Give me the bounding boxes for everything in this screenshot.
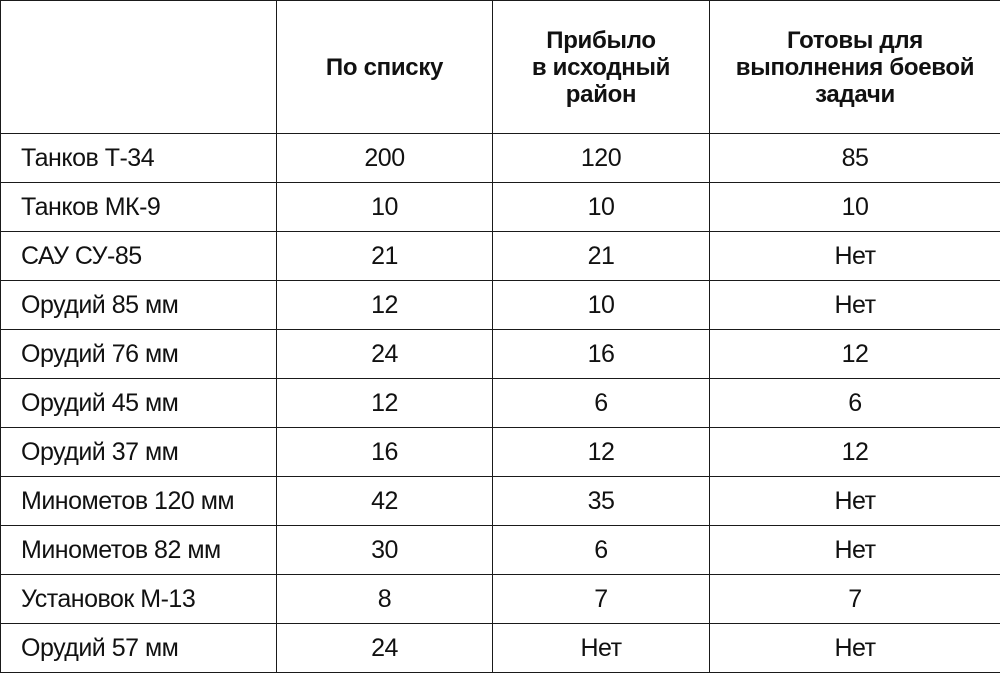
cell-arrived: 120 [493,134,710,183]
table-header-row [1,1,1000,134]
cell-by-list: 24 [277,624,493,673]
cell-by-list: 12 [277,281,493,330]
cell-arrived: 16 [493,330,710,379]
cell-ready: Нет [710,624,1000,673]
table-row [1,330,1000,379]
row-label: Установок М-13 [1,575,277,624]
cell-by-list: 10 [277,183,493,232]
cell-ready: 6 [710,379,1000,428]
table-row [1,379,1000,428]
row-label: Минометов 120 мм [1,477,277,526]
table-row [1,575,1000,624]
table-row [1,526,1000,575]
header-ready-label: Готовы для выполнения боевой задачи [710,27,1000,108]
row-label: Орудий 85 мм [1,281,277,330]
cell-arrived: 6 [493,379,710,428]
table-row [1,281,1000,330]
table-row [1,232,1000,281]
row-label: Танков Т-34 [1,134,277,183]
row-label: Минометов 82 мм [1,526,277,575]
table-row [1,134,1000,183]
table-row [1,428,1000,477]
cell-ready: 7 [710,575,1000,624]
row-label: Орудий 45 мм [1,379,277,428]
cell-arrived: 12 [493,428,710,477]
header-arrived [493,1,710,134]
header-arrived-label: Прибыло в исходный район [493,27,709,108]
header-by-list [277,1,493,134]
row-label: Орудий 57 мм [1,624,277,673]
cell-ready: 10 [710,183,1000,232]
header-empty-cell [1,1,277,134]
cell-ready: 12 [710,330,1000,379]
cell-ready: Нет [710,477,1000,526]
cell-by-list: 42 [277,477,493,526]
cell-arrived: 10 [493,183,710,232]
cell-ready: Нет [710,526,1000,575]
cell-ready: Нет [710,232,1000,281]
cell-by-list: 24 [277,330,493,379]
header-ready [710,1,1000,134]
cell-arrived: 7 [493,575,710,624]
row-label: Танков МК-9 [1,183,277,232]
cell-arrived: 21 [493,232,710,281]
table-row [1,183,1000,232]
cell-by-list: 8 [277,575,493,624]
row-label: Орудий 76 мм [1,330,277,379]
cell-by-list: 21 [277,232,493,281]
cell-by-list: 200 [277,134,493,183]
row-label: САУ СУ-85 [1,232,277,281]
cell-arrived: 6 [493,526,710,575]
cell-by-list: 30 [277,526,493,575]
table-row [1,477,1000,526]
cell-ready: 85 [710,134,1000,183]
cell-by-list: 12 [277,379,493,428]
cell-arrived: Нет [493,624,710,673]
row-label: Орудий 37 мм [1,428,277,477]
cell-arrived: 10 [493,281,710,330]
cell-arrived: 35 [493,477,710,526]
table-row [1,624,1000,673]
table-body [1,134,1000,673]
cell-ready: 12 [710,428,1000,477]
header-by-list-label: По списку [277,54,492,81]
cell-by-list: 16 [277,428,493,477]
cell-ready: Нет [710,281,1000,330]
